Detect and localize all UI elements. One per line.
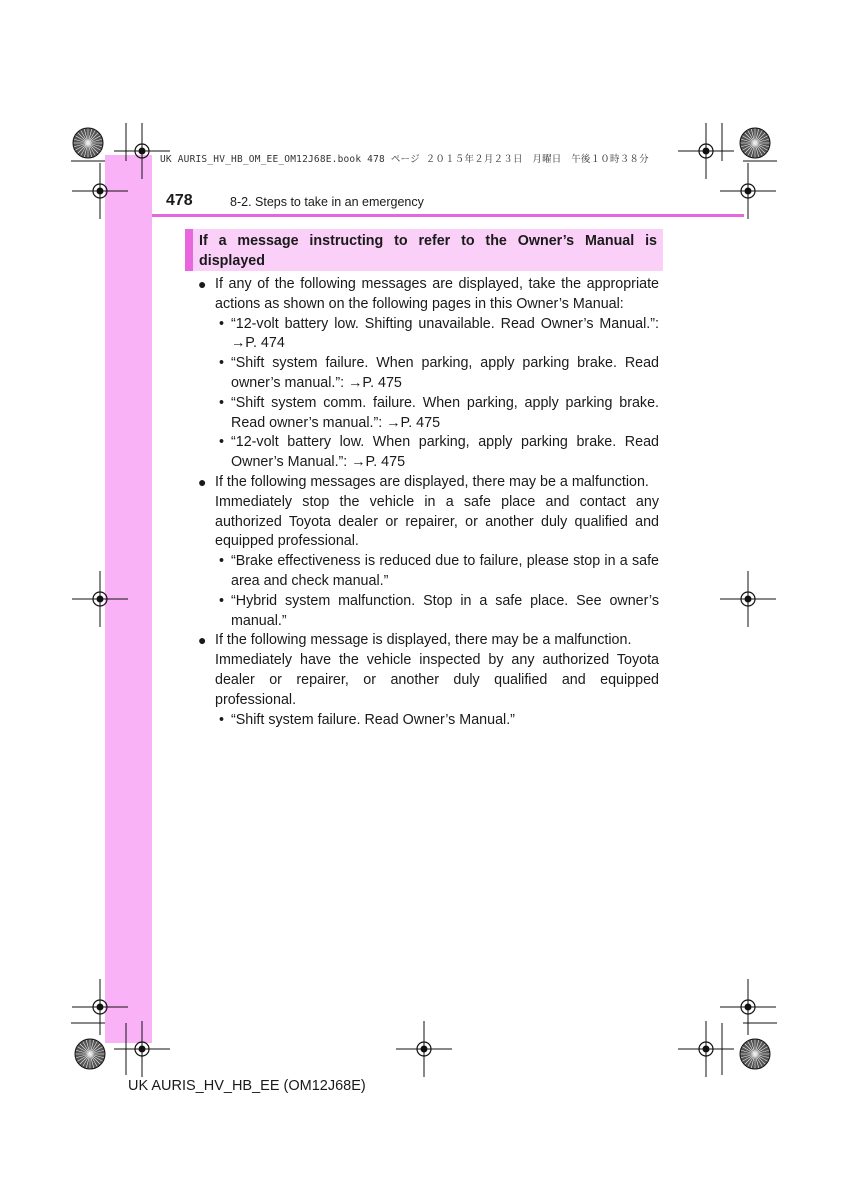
- starburst-mark-icon: [740, 1039, 770, 1069]
- dot-bullet-icon: •: [219, 592, 225, 609]
- dot-bullet-icon: •: [219, 355, 225, 372]
- registration-mark-icon: [114, 1021, 170, 1077]
- dot-bullet-icon: •: [219, 434, 225, 451]
- filled-circle-bullet-icon: ●: [198, 473, 207, 490]
- registration-mark-icon: [396, 1021, 452, 1077]
- starburst-mark-icon: [73, 128, 103, 158]
- registration-mark-icon: [72, 979, 128, 1035]
- list-item: [198, 473, 659, 631]
- header-rule: [152, 214, 744, 217]
- list-item: [198, 631, 659, 730]
- filled-circle-bullet-icon: ●: [198, 276, 207, 292]
- item-text: If any of the following messages are displayed, take the appropriate actions as shown on the following pages in this Owner’s Manual:: [215, 276, 659, 312]
- heading-text: If a message instructing to refer to the Owner’s Manual is displayed: [199, 233, 657, 269]
- registration-mark-icon: [678, 123, 734, 179]
- sub-item: • “Shift system failure. When parking, apply parking brake. Read owner’s manual.”: →P. 475: [219, 355, 659, 391]
- item-text: If the following message is displayed, there may be a malfunction.: [215, 632, 632, 649]
- dot-bullet-icon: •: [219, 394, 225, 411]
- content-body: [198, 275, 659, 730]
- registration-mark-icon: [678, 1021, 734, 1077]
- registration-mark-icon: [72, 163, 128, 219]
- dot-bullet-icon: •: [219, 315, 225, 332]
- dot-bullet-icon: •: [219, 711, 225, 728]
- list-item: [198, 275, 659, 473]
- footer-code: UK AURIS_HV_HB_EE (OM12J68E): [128, 1078, 366, 1094]
- item-paragraph: Immediately stop the vehicle in a safe place and contact any authorized Toyota dealer or repairer, or another duly qualified and equipped professional.: [215, 493, 659, 550]
- sub-item: • “12-volt battery low. When parking, apply parking brake. Read Owner’s Manual.”: →P. 475: [219, 434, 659, 471]
- registration-mark-icon: [72, 571, 128, 627]
- item-text: If the following messages are displayed, there may be a malfunction.: [215, 473, 649, 490]
- print-header: UK AURIS_HV_HB_OM_EE_OM12J68E.book 478 ページ ２０１５年２月２３日 月曜日 午後１０時３８分: [160, 154, 649, 165]
- sub-item: • “Hybrid system malfunction. Stop in a safe place. See owner’s manual.”: [219, 592, 659, 629]
- page-number: 478: [166, 192, 193, 209]
- starburst-mark-icon: [740, 128, 770, 158]
- sub-item: • “Brake effectiveness is reduced due to failure, please stop in a safe area and check manual.”: [219, 553, 659, 589]
- registration-mark-icon: [720, 163, 776, 219]
- sub-item: • “12-volt battery low. Shifting unavailable. Read Owner’s Manual.”: →P. 474: [219, 315, 659, 352]
- section-title: 8-2. Steps to take in an emergency: [230, 195, 424, 209]
- item-paragraph: Immediately have the vehicle inspected by any authorized Toyota dealer or repairer, or another duly qualified and equipped professional.: [215, 652, 659, 708]
- sub-item: • “Shift system comm. failure. When parking, apply parking brake. Read owner’s manual.”: →P. 475: [219, 394, 659, 431]
- registration-mark-icon: [720, 979, 776, 1035]
- heading-box: [185, 229, 663, 271]
- sub-item: • “Shift system failure. Read Owner’s Manual.”: [215, 711, 659, 731]
- dot-bullet-icon: •: [219, 553, 225, 570]
- filled-circle-bullet-icon: ●: [198, 632, 207, 649]
- registration-mark-icon: [720, 571, 776, 627]
- starburst-mark-icon: [75, 1039, 105, 1069]
